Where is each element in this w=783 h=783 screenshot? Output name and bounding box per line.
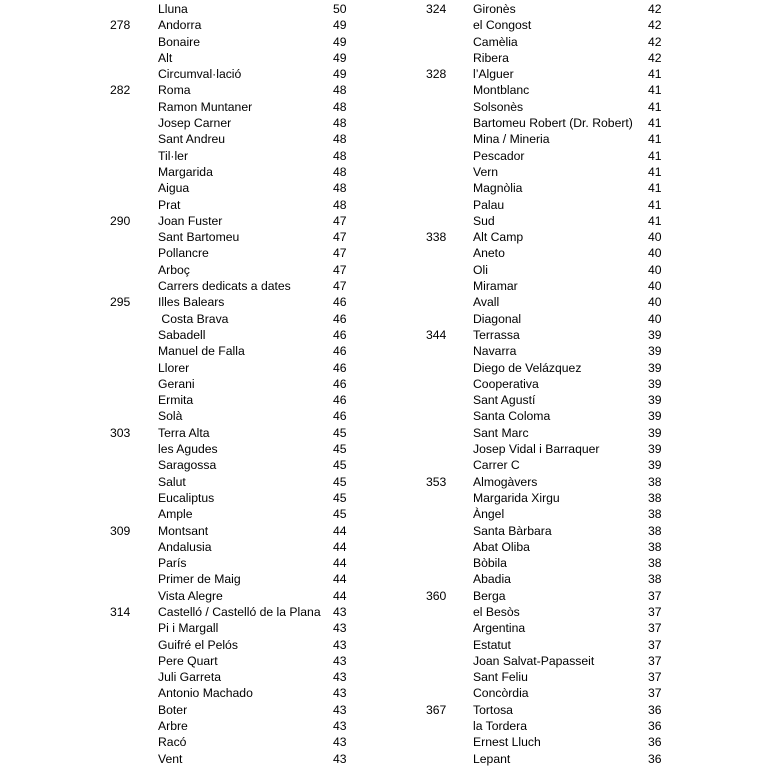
- table-row: [392, 474, 772, 490]
- street-count: 46: [333, 327, 347, 342]
- street-name: Josep Carner: [158, 116, 232, 131]
- street-count: 47: [333, 246, 347, 261]
- street-name: Solsonès: [473, 99, 524, 114]
- table-row: [392, 213, 772, 229]
- street-count: 40: [648, 230, 662, 245]
- street-count: 48: [333, 83, 347, 98]
- street-name: les Agudes: [158, 442, 218, 457]
- street-count: 41: [648, 116, 662, 131]
- street-name: Sant Bartomeu: [158, 230, 240, 245]
- street-name: Margarida Xirgu: [473, 490, 560, 505]
- street-name: Almogàvers: [473, 474, 538, 489]
- rank-number: 282: [110, 83, 131, 98]
- right-column: [392, 1, 772, 767]
- street-count: 37: [648, 604, 662, 619]
- street-count: 49: [333, 67, 347, 82]
- table-row: [392, 588, 772, 604]
- table-row: [0, 490, 380, 506]
- street-count: 42: [648, 50, 662, 65]
- street-count: 41: [648, 181, 662, 196]
- table-row: [0, 392, 380, 408]
- street-count: 44: [333, 556, 347, 571]
- street-count: 36: [648, 751, 662, 766]
- table-row: [392, 555, 772, 571]
- street-name: Andorra: [158, 18, 202, 33]
- table-row: [392, 490, 772, 506]
- rank-number: 303: [110, 425, 131, 440]
- street-name: Berga: [473, 588, 506, 603]
- street-name: París: [158, 556, 187, 571]
- street-name: Juli Garreta: [158, 670, 221, 685]
- street-name: Eucaliptus: [158, 490, 215, 505]
- table-row: [392, 99, 772, 115]
- rank-number: 338: [426, 230, 447, 245]
- table-row: [0, 327, 380, 343]
- street-count: 39: [648, 376, 662, 391]
- street-name: Pescador: [473, 148, 525, 163]
- street-count: 37: [648, 670, 662, 685]
- street-name: Concòrdia: [473, 686, 529, 701]
- street-name: Ramon Muntaner: [158, 99, 253, 114]
- street-name: Alt: [158, 50, 173, 65]
- table-row: [392, 571, 772, 587]
- street-count: 40: [648, 246, 662, 261]
- table-row: [0, 115, 380, 131]
- table-row: [392, 539, 772, 555]
- street-count: 47: [333, 213, 347, 228]
- table-row: [392, 360, 772, 376]
- street-name: Palau: [473, 197, 505, 212]
- street-name: Gironès: [473, 2, 516, 16]
- street-name: Avall: [473, 295, 500, 310]
- street-count: 38: [648, 572, 662, 587]
- street-count: 41: [648, 148, 662, 163]
- table-row: [0, 425, 380, 441]
- street-name: Àngel: [473, 507, 505, 522]
- table-row: [0, 376, 380, 392]
- street-name: Sant Marc: [473, 425, 529, 440]
- table-row: [392, 164, 772, 180]
- street-name: Arboç: [158, 262, 190, 277]
- street-name: Vent: [158, 751, 183, 766]
- table-row: [0, 343, 380, 359]
- street-name: Boter: [158, 702, 188, 717]
- street-name: Sant Feliu: [473, 670, 528, 685]
- table-row: [392, 34, 772, 50]
- street-count: 39: [648, 360, 662, 375]
- street-count: 43: [333, 637, 347, 652]
- street-count: 40: [648, 311, 662, 326]
- table-row: [0, 718, 380, 734]
- table-row: [392, 457, 772, 473]
- street-name: Gerani: [158, 376, 195, 391]
- table-row: [392, 669, 772, 685]
- street-count: 47: [333, 262, 347, 277]
- street-name: Costa Brava: [158, 311, 229, 326]
- street-count: 48: [333, 164, 347, 179]
- street-count: 40: [648, 279, 662, 294]
- table-row: [0, 474, 380, 490]
- street-name: Ample: [158, 507, 193, 522]
- rank-number: 278: [110, 18, 131, 33]
- table-row: [392, 425, 772, 441]
- table-row: [0, 457, 380, 473]
- street-count: 36: [648, 719, 662, 734]
- street-count: 44: [333, 572, 347, 587]
- street-count: 36: [648, 702, 662, 717]
- table-row: [392, 245, 772, 261]
- table-row: [392, 327, 772, 343]
- street-count: 43: [333, 670, 347, 685]
- street-name: Bartomeu Robert (Dr. Robert): [473, 116, 633, 131]
- street-name: Bonaire: [158, 34, 201, 49]
- street-count: 48: [333, 132, 347, 147]
- street-count: 49: [333, 18, 347, 33]
- street-count: 44: [333, 539, 347, 554]
- rank-number: 344: [426, 327, 447, 342]
- table-row: [392, 653, 772, 669]
- table-row: [0, 229, 380, 245]
- street-count: 37: [648, 637, 662, 652]
- street-count: 37: [648, 686, 662, 701]
- street-count: 38: [648, 490, 662, 505]
- street-count: 45: [333, 458, 347, 473]
- table-row: [0, 1, 380, 17]
- street-name: Vern: [473, 164, 499, 179]
- street-name: Illes Balears: [158, 295, 225, 310]
- street-name: Alt Camp: [473, 230, 524, 245]
- table-row: [0, 620, 380, 636]
- table-row: [392, 1, 772, 17]
- table-row: [0, 653, 380, 669]
- street-name: Pere Quart: [158, 653, 218, 668]
- street-name: Josep Vidal i Barraquer: [473, 442, 600, 457]
- street-name: Joan Salvat-Papasseit: [473, 653, 595, 668]
- street-count: 39: [648, 458, 662, 473]
- street-name: Primer de Maig: [158, 572, 241, 587]
- table-row: [392, 702, 772, 718]
- street-count: 47: [333, 230, 347, 245]
- table-row: [392, 131, 772, 147]
- table-row: [392, 294, 772, 310]
- table-row: [392, 441, 772, 457]
- table-row: [392, 506, 772, 522]
- street-count: 46: [333, 295, 347, 310]
- street-count: 37: [648, 653, 662, 668]
- street-count: 38: [648, 474, 662, 489]
- street-count: 41: [648, 213, 662, 228]
- street-name: Prat: [158, 197, 181, 212]
- table-row: [392, 637, 772, 653]
- table-row: [0, 441, 380, 457]
- rank-number: 309: [110, 523, 131, 538]
- street-count: 40: [648, 295, 662, 310]
- street-count: 39: [648, 344, 662, 359]
- street-name: Guifré el Pelós: [158, 637, 238, 652]
- street-count: 44: [333, 523, 347, 538]
- table-row: [392, 751, 772, 767]
- table-row: [0, 523, 380, 539]
- table-row: [392, 229, 772, 245]
- table-row: [392, 197, 772, 213]
- street-count: 43: [333, 719, 347, 734]
- street-count: 43: [333, 735, 347, 750]
- table-row: [0, 294, 380, 310]
- street-name: Antonio Machado: [158, 686, 253, 701]
- table-row: [0, 734, 380, 750]
- rank-number: 290: [110, 213, 131, 228]
- table-row: [0, 245, 380, 261]
- street-count: 45: [333, 442, 347, 457]
- street-name: Saragossa: [158, 458, 217, 473]
- street-name: Magnòlia: [473, 181, 523, 196]
- street-count: 47: [333, 279, 347, 294]
- table-row: [0, 99, 380, 115]
- street-count: 46: [333, 311, 347, 326]
- table-row: [0, 588, 380, 604]
- street-name: Ernest Lluch: [473, 735, 541, 750]
- street-name: Miramar: [473, 279, 518, 294]
- street-count: 37: [648, 621, 662, 636]
- street-name: Santa Coloma: [473, 409, 551, 424]
- street-name: Pollancre: [158, 246, 209, 261]
- table-row: [0, 180, 380, 196]
- street-count: 50: [333, 2, 347, 16]
- street-count: 38: [648, 539, 662, 554]
- table-row: [0, 34, 380, 50]
- rank-number: 314: [110, 604, 131, 619]
- street-count: 42: [648, 2, 662, 16]
- street-count: 45: [333, 425, 347, 440]
- street-count: 49: [333, 50, 347, 65]
- rank-number: 295: [110, 295, 131, 310]
- table-row: [0, 702, 380, 718]
- street-name: Manuel de Falla: [158, 344, 245, 359]
- street-count: 41: [648, 67, 662, 82]
- street-count: 42: [648, 18, 662, 33]
- street-name: Bòbila: [473, 556, 507, 571]
- street-count: 38: [648, 507, 662, 522]
- rank-number: 328: [426, 67, 447, 82]
- street-name: Oli: [473, 262, 488, 277]
- street-name: Terra Alta: [158, 425, 210, 440]
- table-row: [0, 360, 380, 376]
- street-name: Abadia: [473, 572, 511, 587]
- street-count: 41: [648, 99, 662, 114]
- street-name: Santa Bàrbara: [473, 523, 552, 538]
- street-count: 48: [333, 197, 347, 212]
- table-row: [0, 408, 380, 424]
- street-count: 41: [648, 197, 662, 212]
- table-row: [0, 278, 380, 294]
- table-row: [0, 604, 380, 620]
- street-count: 45: [333, 474, 347, 489]
- table-row: [0, 571, 380, 587]
- street-name: Arbre: [158, 719, 188, 734]
- street-count: 43: [333, 686, 347, 701]
- street-name: Lluna: [158, 2, 188, 16]
- street-name: Pi i Margall: [158, 621, 219, 636]
- street-count: 42: [648, 34, 662, 49]
- table-row: [392, 278, 772, 294]
- table-row: [392, 718, 772, 734]
- street-count: 46: [333, 376, 347, 391]
- street-count: 48: [333, 148, 347, 163]
- street-name: Til·ler: [158, 148, 189, 163]
- street-count: 43: [333, 604, 347, 619]
- table-row: [0, 197, 380, 213]
- table-row: [392, 82, 772, 98]
- table-row: [392, 343, 772, 359]
- street-count: 39: [648, 442, 662, 457]
- table-row: [0, 637, 380, 653]
- table-row: [0, 555, 380, 571]
- left-column: [0, 1, 380, 767]
- street-name: Castelló / Castelló de la Plana: [158, 604, 321, 619]
- table-row: [392, 685, 772, 701]
- street-name: Aigua: [158, 181, 190, 196]
- street-count: 43: [333, 702, 347, 717]
- table-row: [0, 751, 380, 767]
- street-name: Argentina: [473, 621, 526, 636]
- table-row: [392, 523, 772, 539]
- street-name: Camèlia: [473, 34, 518, 49]
- street-name: Joan Fuster: [158, 213, 223, 228]
- table-row: [392, 50, 772, 66]
- table-row: [392, 408, 772, 424]
- street-name: Sant Andreu: [158, 132, 226, 147]
- rank-number: 367: [426, 702, 447, 717]
- street-name: la Tordera: [473, 719, 527, 734]
- street-name: Tortosa: [473, 702, 513, 717]
- table-row: [0, 669, 380, 685]
- table-row: [0, 66, 380, 82]
- street-name: Carrer C: [473, 458, 520, 473]
- street-count: 43: [333, 653, 347, 668]
- table-row: [0, 213, 380, 229]
- street-name: Circumval·lació: [158, 67, 242, 82]
- street-name: Terrassa: [473, 327, 520, 342]
- table-row: [392, 180, 772, 196]
- street-name: Diagonal: [473, 311, 522, 326]
- street-name: Mina / Mineria: [473, 132, 550, 147]
- street-count: 46: [333, 409, 347, 424]
- table-row: [0, 539, 380, 555]
- street-name: Aneto: [473, 246, 505, 261]
- table-row: [392, 311, 772, 327]
- street-name: el Congost: [473, 18, 532, 33]
- street-count: 48: [333, 181, 347, 196]
- street-name: l’Alguer: [473, 67, 514, 82]
- street-name: Carrers dedicats a dates: [158, 279, 291, 294]
- table-row: [392, 66, 772, 82]
- street-count: 45: [333, 490, 347, 505]
- table-row: [0, 82, 380, 98]
- street-count: 43: [333, 621, 347, 636]
- table-row: [392, 734, 772, 750]
- street-count: 48: [333, 116, 347, 131]
- table-row: [0, 262, 380, 278]
- table-row: [392, 376, 772, 392]
- table-row: [392, 392, 772, 408]
- rank-number: 324: [426, 2, 447, 16]
- street-count: 41: [648, 83, 662, 98]
- street-name: Estatut: [473, 637, 511, 652]
- rank-number: 353: [426, 474, 447, 489]
- street-count: 37: [648, 588, 662, 603]
- street-name: Margarida: [158, 164, 213, 179]
- street-count: 38: [648, 523, 662, 538]
- table-row: [0, 685, 380, 701]
- street-name: Sant Agustí: [473, 393, 536, 408]
- street-count: 46: [333, 393, 347, 408]
- table-row: [0, 164, 380, 180]
- table-row: [0, 131, 380, 147]
- street-name: Vista Alegre: [158, 588, 223, 603]
- street-name: Montblanc: [473, 83, 530, 98]
- table-row: [392, 604, 772, 620]
- street-name: Ribera: [473, 50, 509, 65]
- street-name: Llorer: [158, 360, 190, 375]
- street-name: Navarra: [473, 344, 517, 359]
- table-row: [0, 17, 380, 33]
- street-name: Lepant: [473, 751, 511, 766]
- street-count: 45: [333, 507, 347, 522]
- street-name: Salut: [158, 474, 186, 489]
- street-count: 39: [648, 393, 662, 408]
- table-row: [0, 311, 380, 327]
- street-count: 49: [333, 34, 347, 49]
- street-name: Roma: [158, 83, 191, 98]
- street-name: Montsant: [158, 523, 209, 538]
- street-count: 39: [648, 425, 662, 440]
- street-count: 44: [333, 588, 347, 603]
- street-name: Solà: [158, 409, 183, 424]
- street-count: 40: [648, 262, 662, 277]
- street-count: 48: [333, 99, 347, 114]
- street-count: 46: [333, 360, 347, 375]
- street-count: 41: [648, 132, 662, 147]
- rank-number: 360: [426, 588, 447, 603]
- street-name: Ermita: [158, 393, 194, 408]
- street-count: 43: [333, 751, 347, 766]
- street-count: 38: [648, 556, 662, 571]
- street-name: Diego de Velázquez: [473, 360, 582, 375]
- street-count: 41: [648, 164, 662, 179]
- table-row: [0, 506, 380, 522]
- table-row: [0, 148, 380, 164]
- street-count: 39: [648, 409, 662, 424]
- street-count: 46: [333, 344, 347, 359]
- table-row: [392, 262, 772, 278]
- street-name: Abat Oliba: [473, 539, 530, 554]
- street-count: 39: [648, 327, 662, 342]
- street-name: Racó: [158, 735, 187, 750]
- street-name: Cooperativa: [473, 376, 539, 391]
- street-count: 36: [648, 735, 662, 750]
- table-row: [392, 17, 772, 33]
- street-name: Andalusia: [158, 539, 212, 554]
- street-name: Sud: [473, 213, 495, 228]
- table-row: [392, 148, 772, 164]
- street-name: el Besòs: [473, 604, 520, 619]
- table-row: [0, 50, 380, 66]
- table-row: [392, 620, 772, 636]
- street-name: Sabadell: [158, 327, 206, 342]
- table-row: [392, 115, 772, 131]
